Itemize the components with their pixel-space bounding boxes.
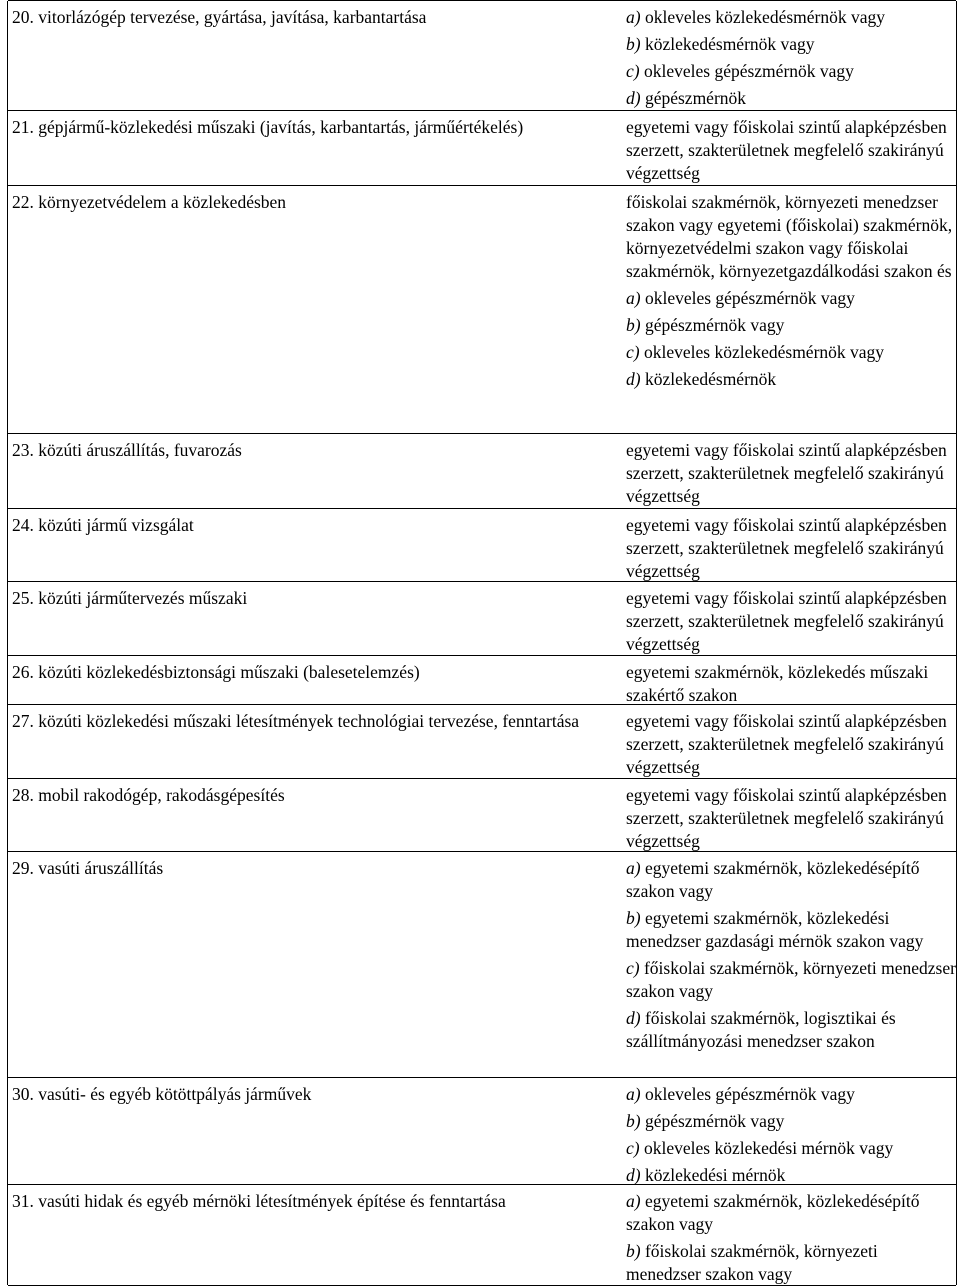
table-border xyxy=(956,186,957,434)
item-text: főiskolai szakmérnök, környezeti menedzser szakon vagy xyxy=(626,1241,878,1284)
item-marker: a) xyxy=(626,1191,641,1211)
item-text: okleveles közlekedési mérnök vagy xyxy=(639,1138,894,1158)
qualification-cell xyxy=(626,6,956,110)
item-marker: c) xyxy=(626,342,640,362)
table-row xyxy=(8,778,956,852)
item-text: egyetemi vagy főiskolai szintű alapképzésben szerzett, szakterületnek megfelelő szakirányú végzettség xyxy=(626,588,947,654)
item-text: okleveles gépészmérnök vagy xyxy=(639,61,854,81)
qualification-cell xyxy=(626,857,956,1053)
item-text: egyetemi szakmérnök, közlekedésépítő szakon vagy xyxy=(626,1191,920,1234)
item-text: gépészmérnök xyxy=(640,88,747,108)
table-row xyxy=(8,508,956,582)
table-border xyxy=(956,1078,957,1185)
qualification-cell xyxy=(626,439,956,508)
activity-cell: 20. vitorlázógép tervezése, gyártása, javítása, karbantartása xyxy=(12,7,427,27)
item-marker: d) xyxy=(626,88,641,108)
qualification-cell xyxy=(626,661,956,707)
item-marker: b) xyxy=(626,1241,641,1261)
item-text: okleveles közlekedésmérnök vagy xyxy=(640,7,886,27)
qualification-cell xyxy=(626,116,956,185)
table-border xyxy=(956,582,957,656)
activity-cell: 30. vasúti- és egyéb kötöttpályás járművek xyxy=(12,1084,312,1104)
activity-cell: 24. közúti jármű vizsgálat xyxy=(12,515,194,535)
item-text: okleveles közlekedésmérnök vagy xyxy=(639,342,885,362)
table-row xyxy=(8,655,956,705)
table-border xyxy=(956,656,957,705)
table-border xyxy=(7,434,8,509)
qualification-item xyxy=(626,33,956,56)
activity-cell: 22. környezetvédelem a közlekedésben xyxy=(12,192,287,212)
table-border xyxy=(956,1,957,111)
qualification-item xyxy=(626,60,956,83)
item-marker: c) xyxy=(626,958,640,978)
item-text: gépészmérnök vagy xyxy=(640,1111,785,1131)
qualification-item xyxy=(626,784,956,853)
qualification-item xyxy=(626,1110,956,1133)
qualification-cell xyxy=(626,1083,956,1187)
item-text: gépészmérnök vagy xyxy=(640,315,785,335)
qualification-cell xyxy=(626,191,956,391)
item-text: főiskolai szakmérnök, logisztikai és szállítmányozási menedzser szakon xyxy=(626,1008,896,1051)
item-marker: b) xyxy=(626,908,641,928)
qualification-cell xyxy=(626,1190,956,1286)
table-border xyxy=(7,1078,8,1185)
table-border xyxy=(7,705,8,779)
item-text: egyetemi szakmérnök, közlekedés műszaki szakértő szakon xyxy=(626,662,929,705)
table-border xyxy=(7,1185,8,1285)
item-text: közlekedésmérnök vagy xyxy=(640,34,815,54)
qualification-item xyxy=(626,957,956,1003)
qualification-item xyxy=(626,710,956,779)
item-marker: a) xyxy=(626,1084,641,1104)
item-text: okleveles gépészmérnök vagy xyxy=(640,288,855,308)
qualification-item xyxy=(626,1190,956,1236)
item-marker: d) xyxy=(626,1008,641,1028)
item-text: egyetemi szakmérnök, közlekedésépítő szakon vagy xyxy=(626,858,920,901)
item-marker: a) xyxy=(626,858,641,878)
table-border xyxy=(7,582,8,656)
item-text: okleveles gépészmérnök vagy xyxy=(640,1084,855,1104)
activity-cell: 31. vasúti hidak és egyéb mérnöki létesítmények építése és fenntartása xyxy=(12,1191,506,1211)
qualification-cell xyxy=(626,784,956,853)
activity-cell: 27. közúti közlekedési műszaki létesítmények technológiai tervezése, fenntartása xyxy=(12,711,580,731)
qualification-cell xyxy=(626,514,956,583)
table-row xyxy=(8,1077,956,1185)
qualification-item xyxy=(626,1240,956,1286)
table-border xyxy=(956,111,957,186)
table-border xyxy=(956,779,957,852)
item-text: egyetemi vagy főiskolai szintű alapképzésben szerzett, szakterületnek megfelelő szakirányú végzettség xyxy=(626,711,947,777)
qualification-item xyxy=(626,314,956,337)
item-marker: c) xyxy=(626,1138,640,1158)
qualification-item xyxy=(626,191,956,283)
item-text: egyetemi vagy főiskolai szintű alapképzésben szerzett, szakterületnek megfelelő szakirányú végzettség xyxy=(626,515,947,581)
activity-cell: 26. közúti közlekedésbiztonsági műszaki (balesetelemzés) xyxy=(12,662,420,682)
table-row xyxy=(8,851,956,1078)
qualification-item xyxy=(626,857,956,903)
activity-cell: 21. gépjármű-közlekedési műszaki (javítás, karbantartás, járműértékelés) xyxy=(12,117,524,137)
table-border xyxy=(7,779,8,852)
table-row xyxy=(8,0,956,111)
item-text: egyetemi vagy főiskolai szintű alapképzésben szerzett, szakterületnek megfelelő szakirányú végzettség xyxy=(626,785,947,851)
item-marker: b) xyxy=(626,315,641,335)
qualification-item xyxy=(626,1083,956,1106)
activity-cell: 28. mobil rakodógép, rakodásgépesítés xyxy=(12,785,285,805)
qualification-item xyxy=(626,368,956,391)
item-text: főiskolai szakmérnök, környezeti menedzser szakon vagy xyxy=(626,958,956,1001)
table-row xyxy=(8,110,956,186)
item-text: egyetemi vagy főiskolai szintű alapképzésben szerzett, szakterületnek megfelelő szakirányú végzettség xyxy=(626,440,947,506)
qualification-item xyxy=(626,87,956,110)
qualification-item xyxy=(626,661,956,707)
qualification-cell xyxy=(626,710,956,779)
table-border xyxy=(7,1,8,111)
item-marker: b) xyxy=(626,34,641,54)
table-border xyxy=(956,509,957,582)
item-marker: a) xyxy=(626,7,641,27)
qualification-item xyxy=(626,6,956,29)
item-text: közlekedési mérnök xyxy=(640,1165,786,1185)
qualification-item xyxy=(626,1137,956,1160)
item-marker: b) xyxy=(626,1111,641,1131)
item-marker: a) xyxy=(626,288,641,308)
qualification-item xyxy=(626,907,956,953)
item-text: egyetemi vagy főiskolai szintű alapképzésben szerzett, szakterületnek megfelelő szakirányú végzettség xyxy=(626,117,947,183)
table-border xyxy=(7,111,8,186)
item-text: főiskolai szakmérnök, környezeti menedzser szakon vagy egyetemi (főiskolai) szakmérnök, környezetvédelmi szakon vagy főiskolai szakmérnök, környezetgazdálkodási szakon és xyxy=(626,192,953,281)
table-border xyxy=(956,852,957,1078)
item-marker: c) xyxy=(626,61,640,81)
activity-cell: 23. közúti áruszállítás, fuvarozás xyxy=(12,440,242,460)
qualification-item xyxy=(626,439,956,508)
item-text: egyetemi szakmérnök, közlekedési menedzser gazdasági mérnök szakon vagy xyxy=(626,908,924,951)
table-row xyxy=(8,704,956,779)
table-row xyxy=(8,581,956,656)
activity-cell: 25. közúti járműtervezés műszaki xyxy=(12,588,248,608)
qualification-item xyxy=(626,341,956,364)
item-marker: d) xyxy=(626,1165,641,1185)
table-border xyxy=(956,705,957,779)
qualification-item xyxy=(626,587,956,656)
table-border xyxy=(956,434,957,509)
qualification-item xyxy=(626,1007,956,1053)
qualification-item xyxy=(626,116,956,185)
table-border xyxy=(7,186,8,434)
item-text: közlekedésmérnök xyxy=(640,369,777,389)
qualification-item xyxy=(626,287,956,310)
qualification-cell xyxy=(626,587,956,656)
qualification-item xyxy=(626,514,956,583)
item-marker: d) xyxy=(626,369,641,389)
activity-cell: 29. vasúti áruszállítás xyxy=(12,858,164,878)
table-border xyxy=(7,656,8,705)
table-border xyxy=(956,1185,957,1285)
table-row xyxy=(8,433,956,509)
table-border xyxy=(7,852,8,1078)
table-border xyxy=(7,509,8,582)
table-row xyxy=(8,1184,956,1286)
table-row xyxy=(8,185,956,434)
